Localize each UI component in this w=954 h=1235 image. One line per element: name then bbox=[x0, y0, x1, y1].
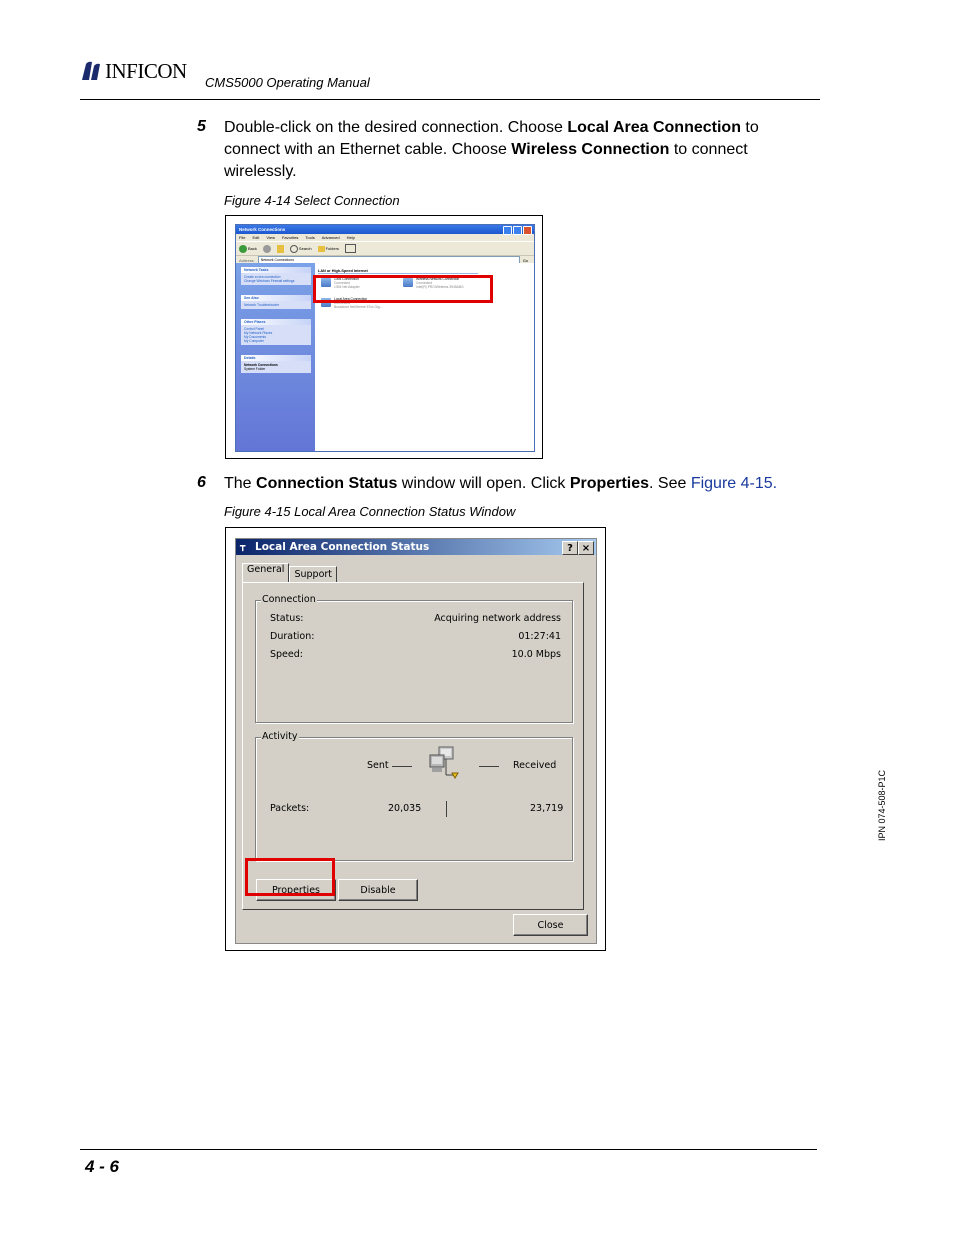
xp-task-pane bbox=[236, 263, 315, 451]
step-6-bold-connection-status: Connection Status bbox=[256, 475, 398, 492]
link-control-panel[interactable]: Control Panel bbox=[244, 327, 264, 331]
pane-see-also bbox=[241, 295, 311, 309]
task-change-firewall[interactable]: Change Windows Firewall settings bbox=[244, 279, 295, 283]
link-my-computer[interactable]: My Computer bbox=[244, 339, 264, 343]
received-label: Received bbox=[513, 760, 557, 771]
address-label: Address bbox=[239, 257, 254, 263]
header-rule bbox=[80, 99, 820, 100]
pane-details bbox=[241, 355, 311, 373]
received-line bbox=[479, 766, 499, 767]
packets-label: Packets: bbox=[270, 803, 310, 814]
step-5-text-e: to connect bbox=[669, 141, 748, 158]
pane-details-title[interactable]: Details bbox=[241, 355, 311, 361]
back-button[interactable] bbox=[239, 245, 257, 253]
conn-wireless-device: Intel(R) PRO/Wireless 3945ABG bbox=[416, 284, 464, 289]
connection-group-label: Connection bbox=[262, 594, 316, 605]
highlight-box-properties bbox=[245, 858, 335, 896]
network-connections-window bbox=[235, 224, 535, 452]
network-computers-icon bbox=[426, 745, 466, 781]
step-6-text-f: . bbox=[772, 475, 778, 492]
packets-received-value: 23,719 bbox=[530, 803, 564, 814]
duration-label: Duration: bbox=[270, 631, 315, 642]
folders-icon bbox=[318, 246, 325, 252]
xp-title-bar bbox=[236, 225, 534, 234]
up-folder-icon[interactable] bbox=[277, 245, 284, 253]
search-label: Search bbox=[298, 246, 312, 251]
conn-lan-status: Connected bbox=[334, 300, 350, 305]
conn-wireless-status: Connected bbox=[416, 280, 432, 285]
dialog-tabs bbox=[242, 565, 337, 582]
details-name: Network Connections bbox=[244, 363, 278, 367]
page-number: 4 - 6 bbox=[85, 1157, 120, 1176]
details-type: System Folder bbox=[244, 367, 266, 371]
step-5-bold-local: Local Area Connection bbox=[567, 119, 741, 136]
figure-4-14-caption: Figure 4-14 Select Connection bbox=[224, 193, 400, 208]
step-5-text bbox=[224, 117, 824, 183]
menu-help[interactable]: Help bbox=[346, 235, 355, 240]
packets-divider bbox=[446, 801, 447, 817]
conn-1394-device: 1394 Net Adapter bbox=[334, 284, 360, 289]
sent-label: Sent bbox=[367, 760, 389, 771]
disable-button[interactable]: Disable bbox=[338, 879, 418, 901]
link-my-network-places[interactable]: My Network Places bbox=[244, 331, 273, 335]
figure-4-15 bbox=[225, 527, 606, 951]
close-button[interactable]: Close bbox=[513, 914, 588, 936]
speed-label: Speed: bbox=[270, 649, 303, 660]
search-button[interactable] bbox=[290, 245, 312, 253]
conn-lan-device: Broadcom NetXtreme 57xx Gig... bbox=[334, 304, 383, 309]
step-5-bold-wireless: Wireless Connection bbox=[511, 141, 670, 158]
xp-window-title: Network Connections bbox=[239, 227, 286, 232]
task-create-connection[interactable]: Create a new connection bbox=[244, 275, 281, 279]
menu-file[interactable]: File bbox=[239, 235, 246, 240]
step-6-text-e: . See bbox=[649, 475, 691, 492]
group-heading: LAN or High-Speed Internet bbox=[318, 269, 478, 274]
duration-value: 01:27:41 bbox=[518, 631, 561, 642]
maximize-icon[interactable] bbox=[513, 226, 522, 235]
network-plug-icon: ┳ bbox=[240, 542, 246, 552]
dialog-title-bar bbox=[236, 539, 596, 555]
menu-advanced[interactable]: Advanced bbox=[321, 235, 340, 240]
step-6-text bbox=[224, 473, 844, 495]
xp-menu-bar bbox=[236, 234, 534, 241]
conn-1394-status: Connected bbox=[334, 280, 350, 285]
step-5-text-d: connect with an Ethernet cable. Choose bbox=[224, 141, 512, 158]
conn-lan-name: Local Area Connection bbox=[334, 297, 368, 301]
folders-label: Folders bbox=[325, 246, 339, 251]
dialog-title: Local Area Connection Status bbox=[255, 541, 430, 553]
step-6-text-c: window will open. Click bbox=[397, 475, 570, 492]
document-title: CMS5000 Operating Manual bbox=[205, 75, 370, 90]
step-6-number: 6 bbox=[197, 474, 206, 491]
close-icon[interactable] bbox=[523, 226, 532, 235]
highlight-box-connections bbox=[313, 275, 493, 303]
xp-window-controls bbox=[503, 226, 532, 235]
menu-edit[interactable]: Edit bbox=[252, 235, 260, 240]
help-button[interactable]: ? bbox=[562, 541, 578, 555]
step-6-bold-properties: Properties bbox=[569, 475, 650, 492]
link-my-documents[interactable]: My Documents bbox=[244, 335, 266, 339]
properties-button[interactable]: Properties bbox=[256, 879, 336, 901]
tab-support[interactable]: Support bbox=[289, 566, 337, 582]
minimize-icon[interactable] bbox=[503, 226, 512, 235]
menu-tools[interactable]: Tools bbox=[305, 235, 315, 240]
speed-value: 10.0 Mbps bbox=[511, 649, 561, 660]
sent-line bbox=[392, 766, 412, 767]
go-button[interactable]: Go bbox=[522, 257, 529, 263]
menu-favorites[interactable]: Favorites bbox=[281, 235, 299, 240]
status-value: Acquiring network address bbox=[434, 613, 561, 624]
ipn-code: IPN 074-508-P1C bbox=[877, 770, 887, 842]
activity-group-label: Activity bbox=[262, 731, 298, 742]
conn-1394-name: 1394 Connection bbox=[334, 277, 359, 281]
pane-network-tasks bbox=[241, 267, 311, 285]
back-label: Back bbox=[248, 246, 257, 251]
step-5-number: 5 bbox=[197, 118, 206, 135]
pane-see-also-title[interactable]: See Also bbox=[241, 295, 311, 301]
inficon-logo-icon bbox=[80, 60, 102, 82]
views-icon[interactable] bbox=[345, 244, 356, 253]
search-icon bbox=[290, 245, 298, 253]
step-5-text-c: to bbox=[740, 119, 759, 136]
address-input[interactable]: Network Connections bbox=[258, 256, 520, 264]
tab-general[interactable]: General bbox=[242, 563, 289, 582]
packets-sent-value: 20,035 bbox=[388, 803, 422, 814]
activity-groupbox bbox=[255, 737, 573, 861]
pane-other-places bbox=[241, 319, 311, 345]
step-5-text-a: Double-click on the desired connection. Choose bbox=[224, 119, 568, 136]
footer-rule bbox=[80, 1149, 817, 1150]
title-close-button[interactable]: × bbox=[578, 541, 594, 555]
folders-button[interactable] bbox=[318, 246, 339, 252]
inficon-logo bbox=[80, 58, 187, 84]
figure-4-14 bbox=[225, 215, 543, 459]
step-6-text-a: The bbox=[224, 475, 257, 492]
step-5-text-f: wirelessly. bbox=[224, 163, 297, 180]
pane-network-tasks-title[interactable]: Network Tasks bbox=[241, 267, 311, 273]
conn-wireless-name: Wireless Network Connection bbox=[416, 277, 460, 281]
pane-other-places-title[interactable]: Other Places bbox=[241, 319, 311, 325]
status-label: Status: bbox=[270, 613, 304, 624]
menu-view[interactable]: View bbox=[266, 235, 275, 240]
figure-4-15-link[interactable]: Figure 4-15 bbox=[690, 475, 773, 492]
link-network-troubleshooter[interactable]: Network Troubleshooter bbox=[244, 303, 280, 307]
forward-arrow-icon[interactable] bbox=[263, 245, 271, 253]
figure-4-15-caption: Figure 4-15 Local Area Connection Status Window bbox=[224, 504, 516, 519]
xp-toolbar bbox=[236, 241, 534, 255]
back-arrow-icon bbox=[239, 245, 247, 253]
logo-text: INFICON bbox=[105, 58, 187, 83]
